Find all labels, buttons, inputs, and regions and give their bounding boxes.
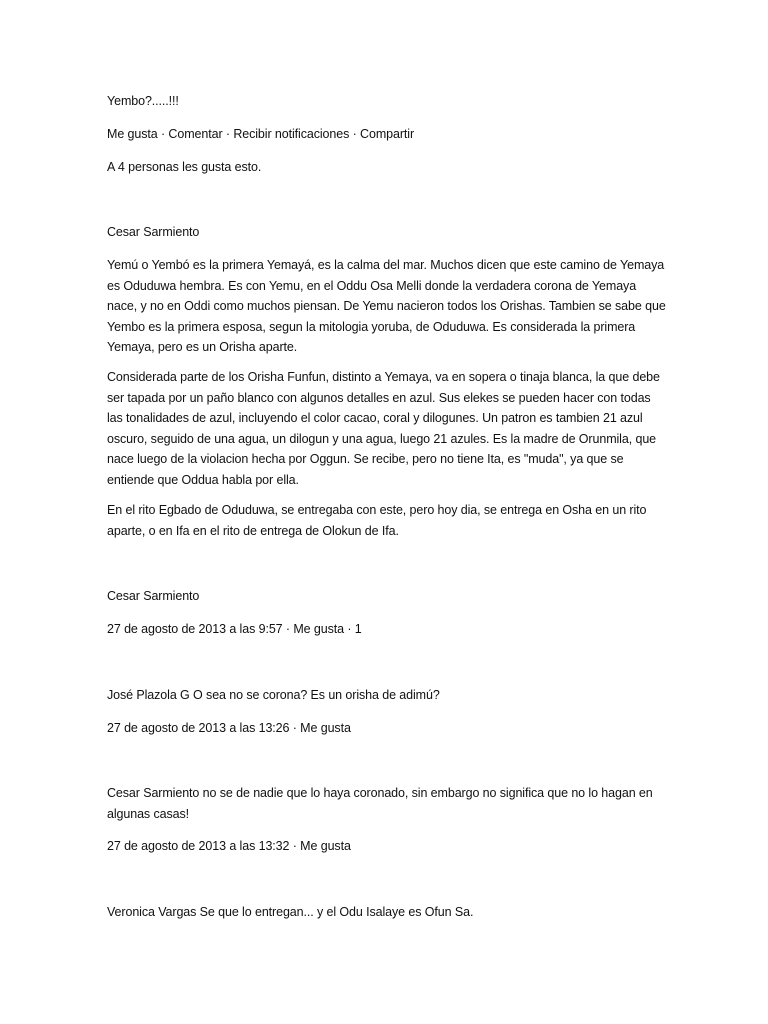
post-actions-text: Me gusta · Comentar · Recibir notificaciones · Compartir bbox=[107, 127, 415, 141]
likes-summary bbox=[107, 157, 667, 178]
comment-meta-text: 27 de agosto de 2013 a las 13:26 · Me gusta bbox=[107, 721, 351, 735]
comment-paragraph bbox=[107, 500, 667, 541]
post-actions bbox=[107, 124, 667, 145]
comment-author bbox=[107, 222, 667, 243]
comment-paragraph-text: En el rito Egbado de Oduduwa, se entregaba con este, pero hoy dia, se entrega en Osha en un rito aparte, o en Ifa en el rito de entrega de Olokun de Ifa. bbox=[107, 503, 647, 538]
comment-text bbox=[107, 783, 667, 824]
comment-text-content: Veronica Vargas Se que lo entregan... y el Odu Isalaye es Ofun Sa. bbox=[107, 905, 474, 919]
comment-paragraph bbox=[107, 255, 667, 358]
comment-meta bbox=[107, 836, 667, 857]
comment-meta bbox=[107, 718, 667, 739]
comment-author bbox=[107, 586, 667, 607]
comment-paragraph bbox=[107, 367, 667, 490]
comment-meta-text: 27 de agosto de 2013 a las 9:57 · Me gusta · 1 bbox=[107, 622, 362, 636]
post-title-text: Yembo?.....!!! bbox=[107, 94, 179, 108]
comment-author-text: Cesar Sarmiento bbox=[107, 589, 200, 603]
comment-meta-text: 27 de agosto de 2013 a las 13:32 · Me gusta bbox=[107, 839, 351, 853]
comment-text bbox=[107, 902, 667, 923]
comment-author-text: Cesar Sarmiento bbox=[107, 225, 200, 239]
likes-summary-text: A 4 personas les gusta esto. bbox=[107, 160, 262, 174]
comment-paragraph-text: Yemú o Yembó es la primera Yemayá, es la calma del mar. Muchos dicen que este camino de Yemaya es Oduduwa hembra. Es con Yemu, en el Oddu Osa Melli donde la verdadera corona de Yemaya nace, y no en Oddi como muchos piensan. De Yemu nacieron todos los Orishas. Tambien se sabe que Yembo es la primera esposa, segun la mitologia yoruba, de Oduduwa. Es considerada la primera Yemaya, pero es un Orisha aparte. bbox=[107, 258, 666, 354]
comment-text-content: Cesar Sarmiento no se de nadie que lo haya coronado, sin embargo no significa que no lo hagan en algunas casas! bbox=[107, 786, 653, 821]
comment-meta bbox=[107, 619, 667, 640]
comment-paragraph-text: Considerada parte de los Orisha Funfun, distinto a Yemaya, va en sopera o tinaja blanca, la que debe ser tapada por un paño blanco con algunos detalles en azul. Sus elekes se pueden hacer con todas las tonalidades de azul, incluyendo el color cacao, coral y dilogunes. Un patron es tambien 21 azul oscuro, seguido de una agua, un dilogun y una agua, luego 21 azules. Es la madre de Orunmila, que nace luego de la violacion hecha por Oggun. Se recibe, pero no tiene Ita, es "muda", ya que se entiende que Oddua habla por ella. bbox=[107, 370, 660, 487]
post-title bbox=[107, 91, 667, 112]
comment-text bbox=[107, 685, 667, 706]
comment-text-content: José Plazola G O sea no se corona? Es un orisha de adimú? bbox=[107, 688, 440, 702]
